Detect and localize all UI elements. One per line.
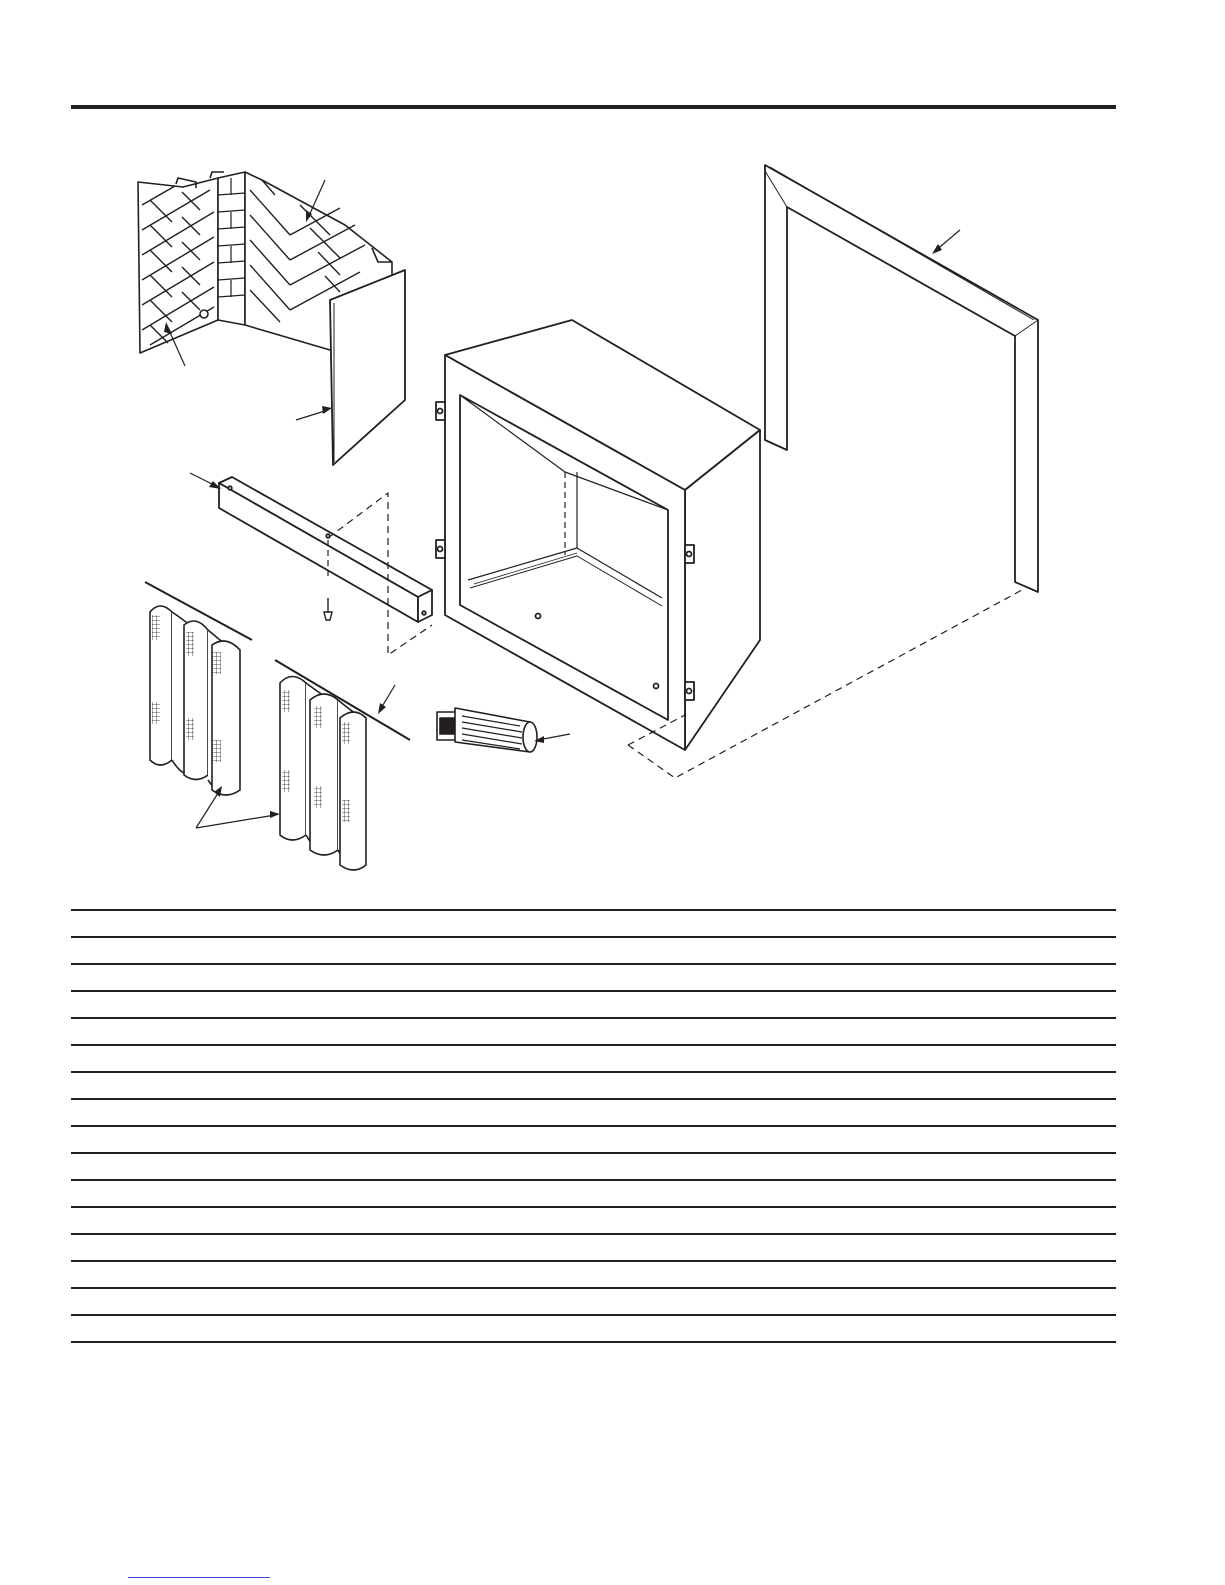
- table-row: [71, 1262, 1116, 1289]
- table-row: [71, 938, 1116, 965]
- table-row: [71, 1046, 1116, 1073]
- blower-fan: [437, 708, 570, 752]
- table-row: [71, 909, 1116, 938]
- table-row: [71, 1208, 1116, 1235]
- table-row: [71, 965, 1116, 992]
- firebox-enclosure: [436, 320, 1022, 778]
- refractory-liner-panels: [138, 172, 405, 465]
- parts-list-table: [71, 909, 1116, 1343]
- table-row: [71, 1154, 1116, 1181]
- table-row: [71, 1235, 1116, 1262]
- table-row: [71, 1019, 1116, 1046]
- surround-frame: [765, 165, 1038, 592]
- table-row: [71, 1181, 1116, 1208]
- front-trim-bar: [190, 473, 432, 655]
- curtain-rods: [378, 685, 395, 714]
- table-row: [71, 992, 1116, 1019]
- table-row: [71, 1073, 1116, 1100]
- table-row: [71, 1127, 1116, 1154]
- table-row: [71, 1100, 1116, 1127]
- mounting-screw: [324, 598, 332, 620]
- table-row: [71, 1289, 1116, 1316]
- footer-link[interactable]: [128, 1577, 270, 1578]
- mesh-screen-curtains: [145, 582, 410, 870]
- table-row: [71, 1316, 1116, 1343]
